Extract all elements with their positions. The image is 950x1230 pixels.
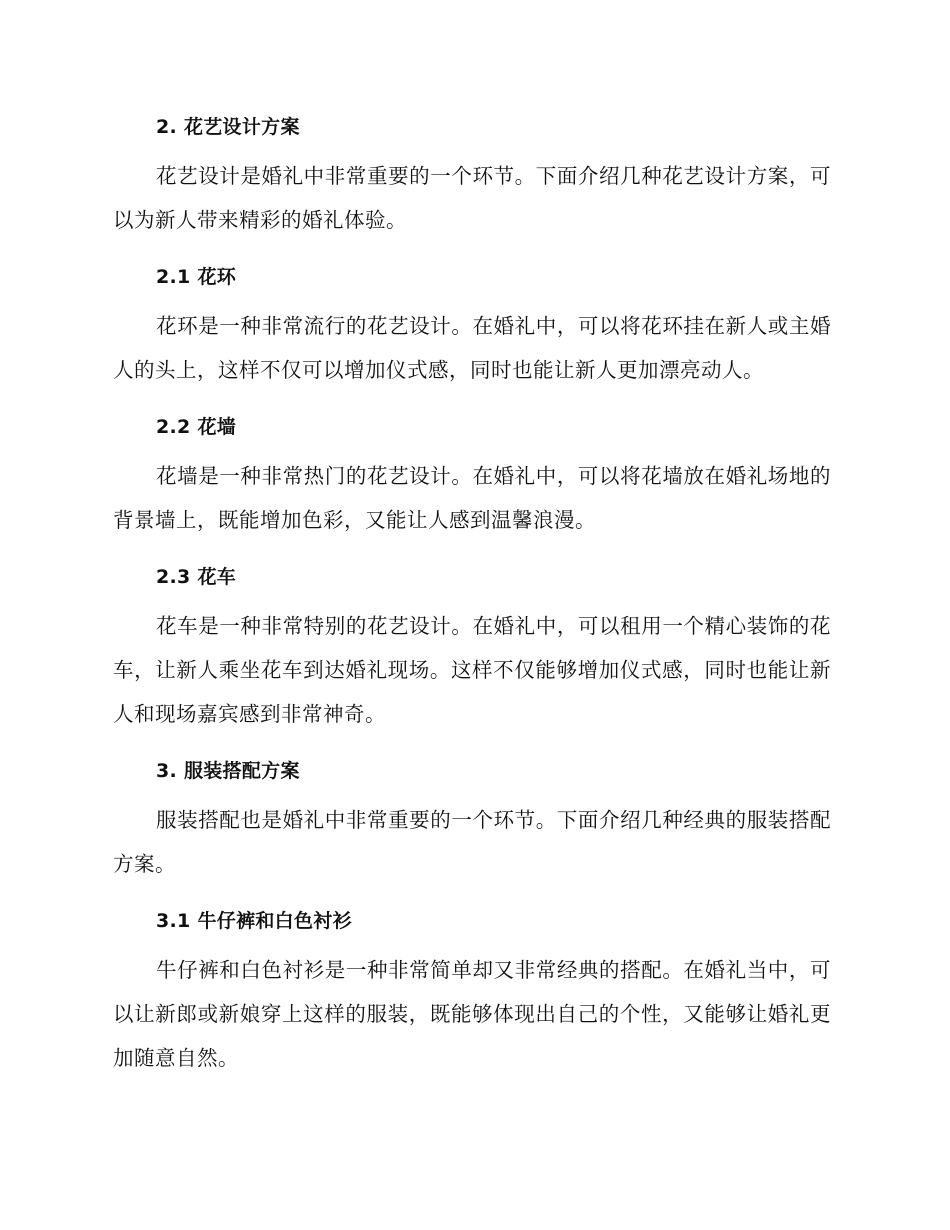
- paragraph-flower-car: 花车是一种非常特别的花艺设计。在婚礼中，可以租用一个精心装饰的花车，让新人乘坐花车到达婚礼现场。这样不仅能够增加仪式感，同时也能让新人和现场嘉宾感到非常神奇。: [113, 614, 831, 726]
- section-heading-3: 3. 服装搭配方案: [156, 760, 300, 782]
- section-heading-2-3: 2.3 花车: [156, 566, 237, 588]
- section-heading-2-1: 2.1 花环: [156, 266, 237, 288]
- paragraph-flower-wall: 花墙是一种非常热门的花艺设计。在婚礼中，可以将花墙放在婚礼场地的背景墙上，既能增加色彩，又能让人感到温馨浪漫。: [113, 464, 831, 532]
- paragraph-garland: 花环是一种非常流行的花艺设计。在婚礼中，可以将花环挂在新人或主婚人的头上，这样不仅可以增加仪式感，同时也能让新人更加漂亮动人。: [113, 314, 831, 382]
- paragraph-floral-intro: 花艺设计是婚礼中非常重要的一个环节。下面介绍几种花艺设计方案，可以为新人带来精彩的婚礼体验。: [113, 164, 831, 232]
- document-body: [113, 108, 831, 1096]
- paragraph-attire-intro: 服装搭配也是婚礼中非常重要的一个环节。下面介绍几种经典的服装搭配方案。: [113, 808, 831, 876]
- section-heading-3-1: 3.1 牛仔裤和白色衬衫: [156, 910, 352, 932]
- paragraph-jeans-shirt: 牛仔裤和白色衬衫是一种非常简单却又非常经典的搭配。在婚礼当中，可以让新郎或新娘穿上这样的服装，既能够体现出自己的个性，又能够让婚礼更加随意自然。: [113, 958, 831, 1070]
- section-heading-2: 2. 花艺设计方案: [156, 116, 300, 138]
- section-heading-2-2: 2.2 花墙: [156, 416, 237, 438]
